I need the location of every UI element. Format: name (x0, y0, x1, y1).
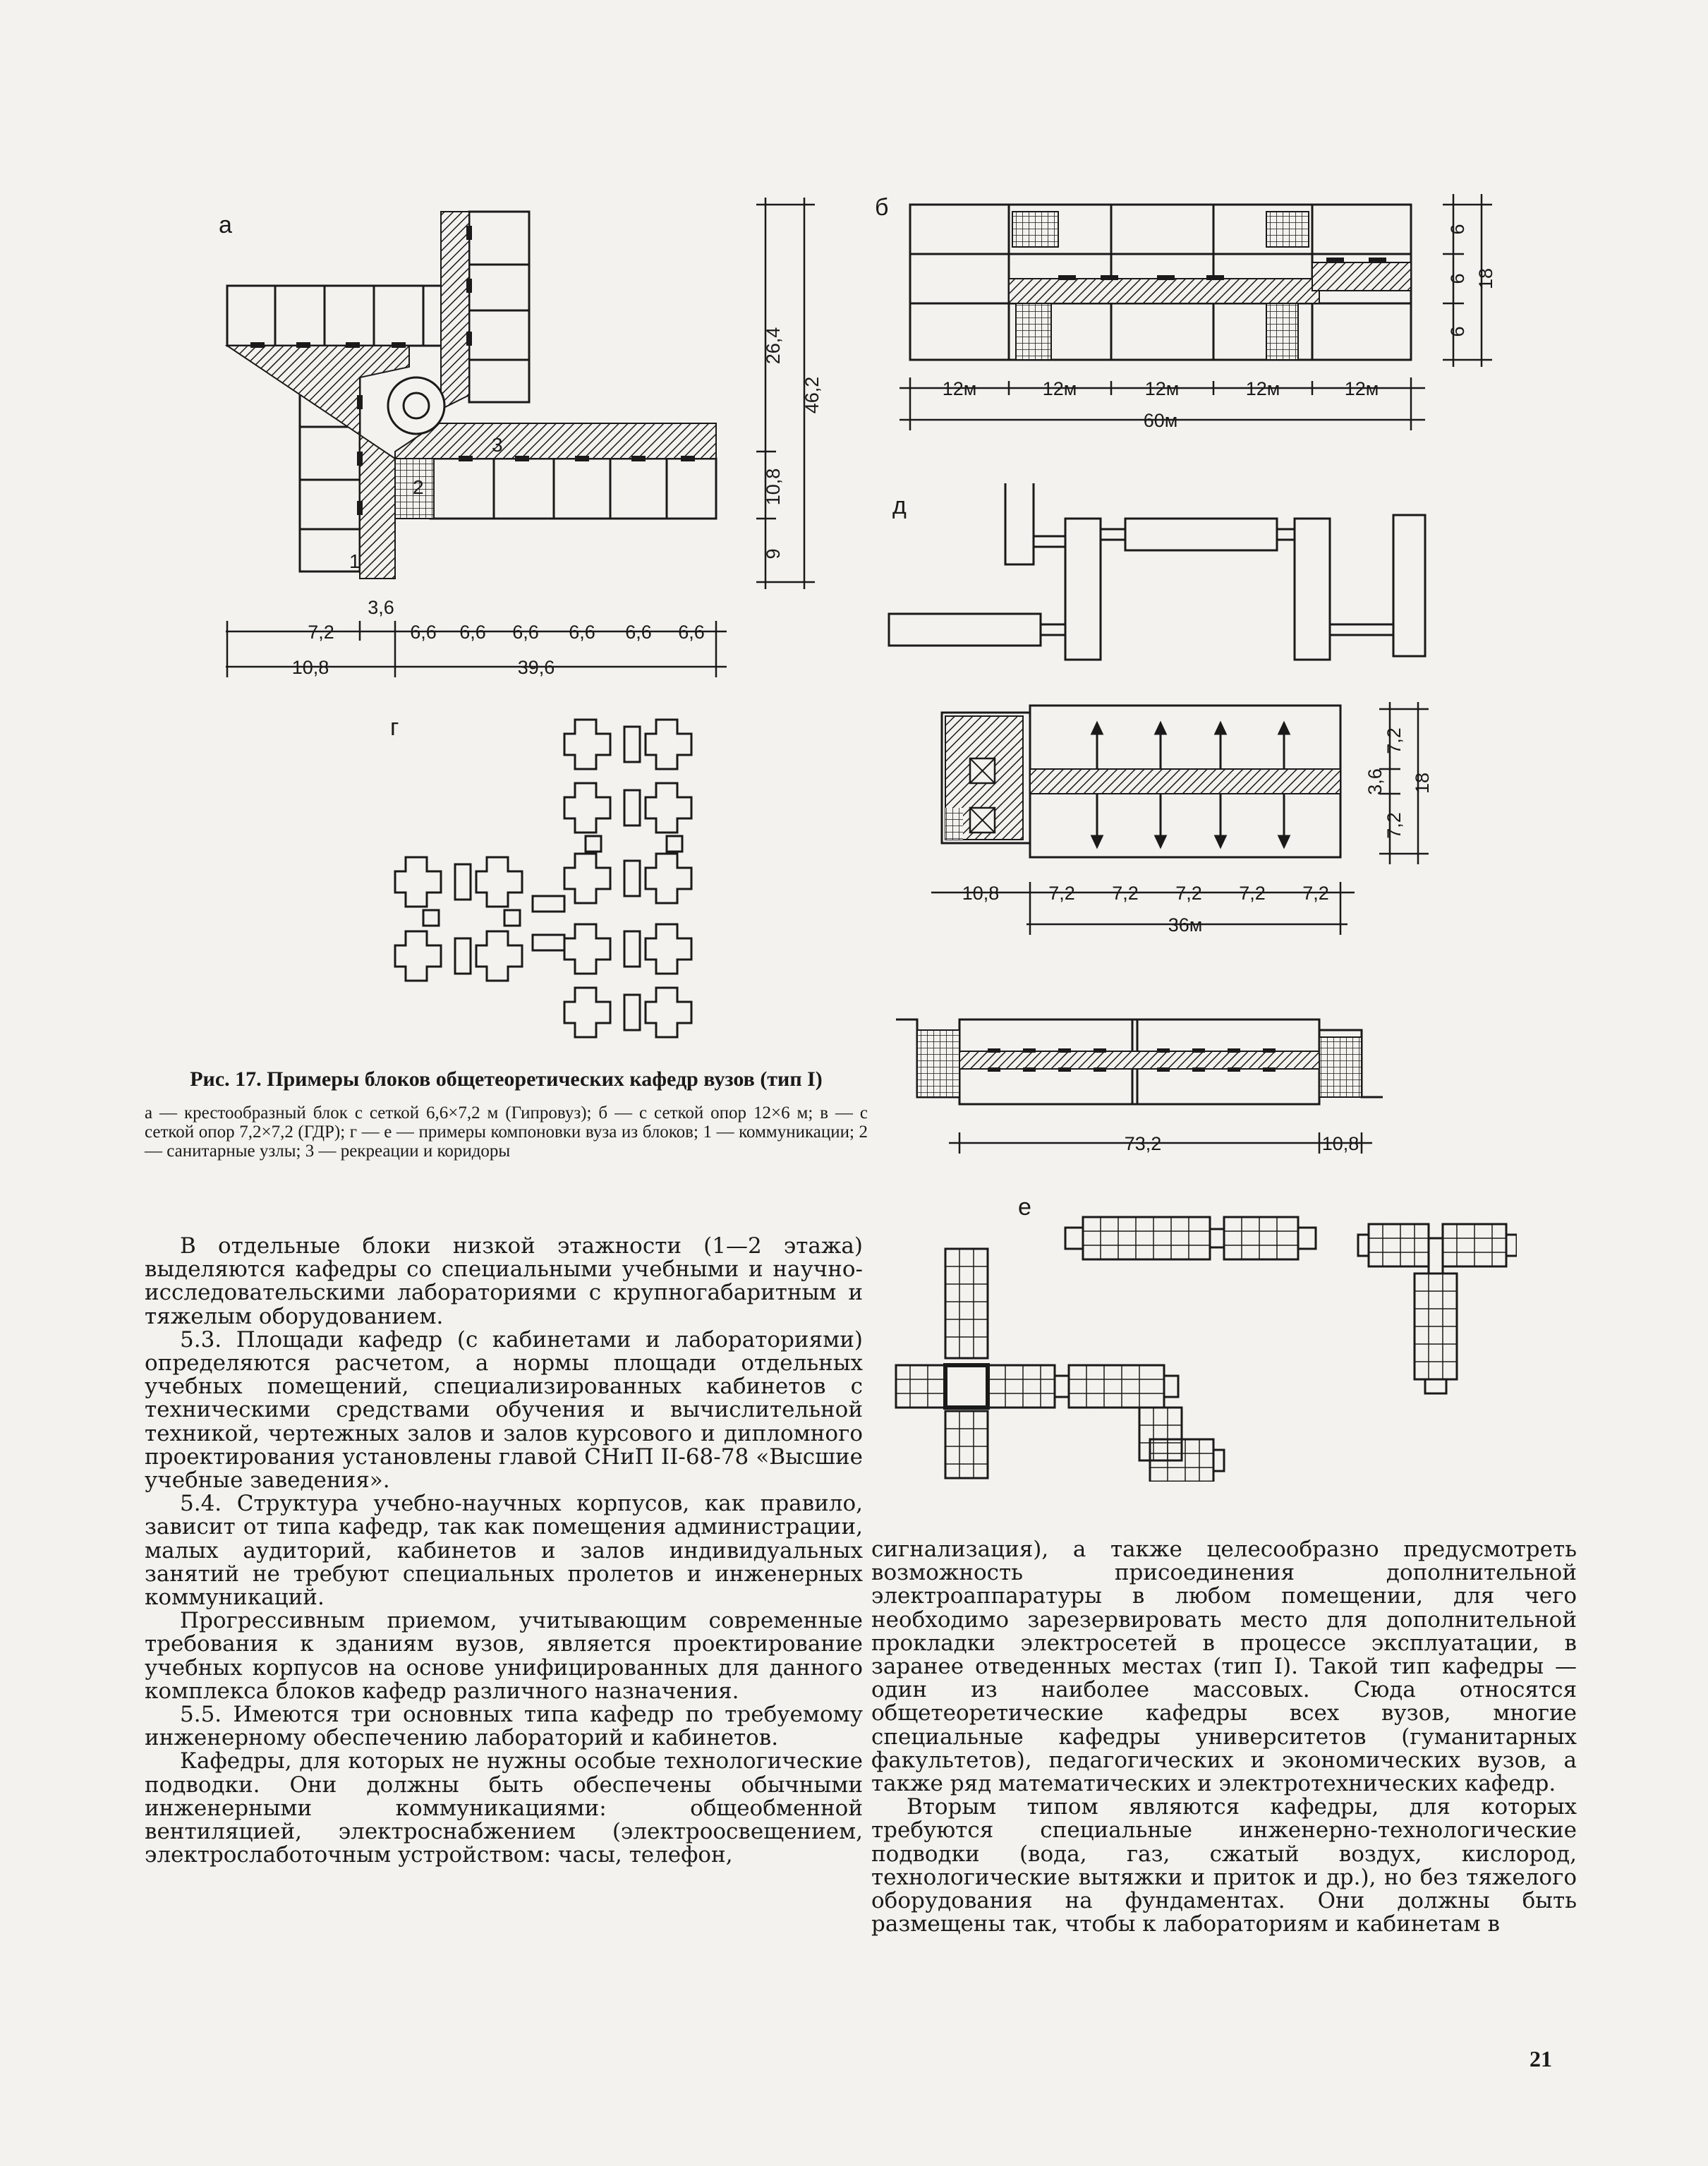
dim-v-4: 7,2 (1175, 883, 1202, 904)
label-g: г (390, 714, 399, 741)
dim-v-r1: 7,2 (1383, 727, 1405, 754)
paragraph: 5.3. Площади кафедр (с кабинетами и лабораториями) определяются расчетом, а нормы площади отдельных учебных помещений, специализированных кабинетов с техническими средствами обучения и вычислительной техникой, чертежных залов и залов курсового и дипломного проектирования установлены главой СНиП II-68-78 «Высшие учебные заведения». (145, 1326, 863, 1494)
caption-text: а — крестообразный блок с сеткой 6,6×7,2 м (Гипровуз); б — с сеткой опор 12×6 м; в — с сеткой опор 7,2×7,2 (ГДР); г — е — примеры компоновки вуза из блоков; 1 — коммуникации; 2 — санитарные узлы; 3 — рекреации и коридоры (145, 1103, 868, 1161)
dim-a-c1: 10,8 (291, 657, 329, 678)
dim-a-b4: 6,6 (459, 622, 486, 643)
dim-b-5: 12м (1344, 378, 1379, 399)
dim-b-2: 12м (1042, 378, 1077, 399)
dim-v-1: 10,8 (962, 883, 1000, 904)
plan-v (882, 698, 1489, 945)
label-e: е (1018, 1194, 1031, 1221)
dim-v-r2: 3,6 (1364, 768, 1386, 795)
paragraph: В отдельные блоки низкой этажности (1—2 этажа) выделяются кафедры со специальными учебными и научно-исследовательскими лабораториями с крупногабаритным и тяжелым оборудованием. (145, 1233, 863, 1329)
label-a: а (219, 212, 232, 238)
paragraph: 5.5. Имеются три основных типа кафедр по требуемому инженерному обеспечению лабораторий и кабинетов. (145, 1702, 863, 1751)
paragraph: Прогрессивным приемом, учитывающим современные требования к зданиям вузов, является проектирование учебных корпусов на основе унифицированных для данного комплекса блоков кафедр различного назначения. (145, 1608, 863, 1704)
plan-b (896, 190, 1503, 437)
dim-a-right-2: 10,8 (763, 468, 784, 506)
dim-v-r3: 7,2 (1383, 812, 1405, 839)
dim-b-1: 12м (942, 378, 977, 399)
legend-3: 3 (492, 434, 503, 456)
dim-a-right-3: 9 (763, 548, 784, 559)
dim-a-right-total: 46,2 (801, 376, 823, 414)
dim-b-r3: 6 (1447, 326, 1468, 337)
paragraph: Кафедры, для которых не нужны особые технологические подводки. Они должны быть обеспечены обычными инженерными коммуникациями: общеобменной вентиляцией, электроснабжением (электроосвещением, электрослаботочным устройством: часы, телефон, (145, 1748, 863, 1868)
dim-a-b7: 6,6 (625, 622, 652, 643)
paragraph: Вторым типом являются кафедры, для которых требуются специальные инженерно-технологические подводки (вода, газ, сжатый воздух, кислород, технологические вытяжки и приток и др.), но без тяжелого оборудования на фундаментах. Они должны быть размещены так, чтобы к лабораториям и кабинетам в (871, 1794, 1577, 1937)
plan-e (882, 1199, 1517, 1482)
plan-d (882, 473, 1446, 684)
dim-a-c2: 39,6 (517, 657, 555, 678)
plan-v2 (882, 1009, 1418, 1171)
dim-v-total: 36м (1168, 914, 1203, 936)
dim-b-total: 60м (1143, 410, 1178, 431)
dim-a-b2: 3,6 (368, 597, 394, 618)
dim-a-right-1: 26,4 (763, 327, 784, 365)
page-number: 21 (1530, 2046, 1552, 2071)
dim-b-4: 12м (1245, 378, 1280, 399)
figure-caption (145, 1065, 868, 1161)
dim-b-r2: 6 (1447, 273, 1468, 284)
legend-2: 2 (413, 476, 424, 498)
right-column (871, 1538, 1577, 1936)
paragraph: сигнализация), а также целесообразно предусмотреть возможность присоединения дополнительной электроаппаратуры в любом помещении, для чего необходимо зарезервировать место для дополнительной прокладки электросетей в процессе эксплуатации, в заранее отведенных местах (тип I). Такой тип кафедры — один из наиболее массовых. Сюда относятся общетеоретические кафедры всех вузов, многие специальные кафедры университетов (гуманитарных факультетов), педагогических и экономических вузов, а также ряд математических и электротехнических кафедр. (871, 1537, 1577, 1797)
plan-a (212, 190, 847, 698)
dim-v-6: 7,2 (1302, 883, 1329, 904)
legend-1: 1 (349, 550, 361, 572)
dim-b-r1: 6 (1447, 224, 1468, 235)
dim-a-b5: 6,6 (512, 622, 539, 643)
dim-v2-2: 10,8 (1321, 1133, 1359, 1154)
dim-v2-1: 73,2 (1124, 1133, 1162, 1154)
dim-v-2: 7,2 (1048, 883, 1075, 904)
dim-a-b1: 7,2 (308, 622, 334, 643)
left-column (145, 1235, 863, 1867)
dim-v-5: 7,2 (1239, 883, 1266, 904)
dim-a-b3: 6,6 (410, 622, 437, 643)
dim-v-total-r: 18 (1412, 772, 1433, 794)
dim-a-b6: 6,6 (569, 622, 595, 643)
caption-title: Рис. 17. Примеры блоков общетеоретических кафедр вузов (тип I) (190, 1067, 823, 1091)
plan-g (388, 706, 741, 1058)
label-b: б (875, 194, 889, 221)
dim-v-3: 7,2 (1112, 883, 1139, 904)
dim-b-total-r: 18 (1475, 267, 1496, 290)
dim-b-3: 12м (1144, 378, 1180, 399)
paragraph: 5.4. Структура учебно-научных корпусов, как правило, зависит от типа кафедр, так как помещения администрации, малых аудиторий, кабинетов и залов индивидуальных занятий не требуют специальных пролетов и инженерных коммуникаций. (145, 1491, 863, 1611)
label-d: д (892, 492, 907, 519)
dim-a-b8: 6,6 (678, 622, 705, 643)
